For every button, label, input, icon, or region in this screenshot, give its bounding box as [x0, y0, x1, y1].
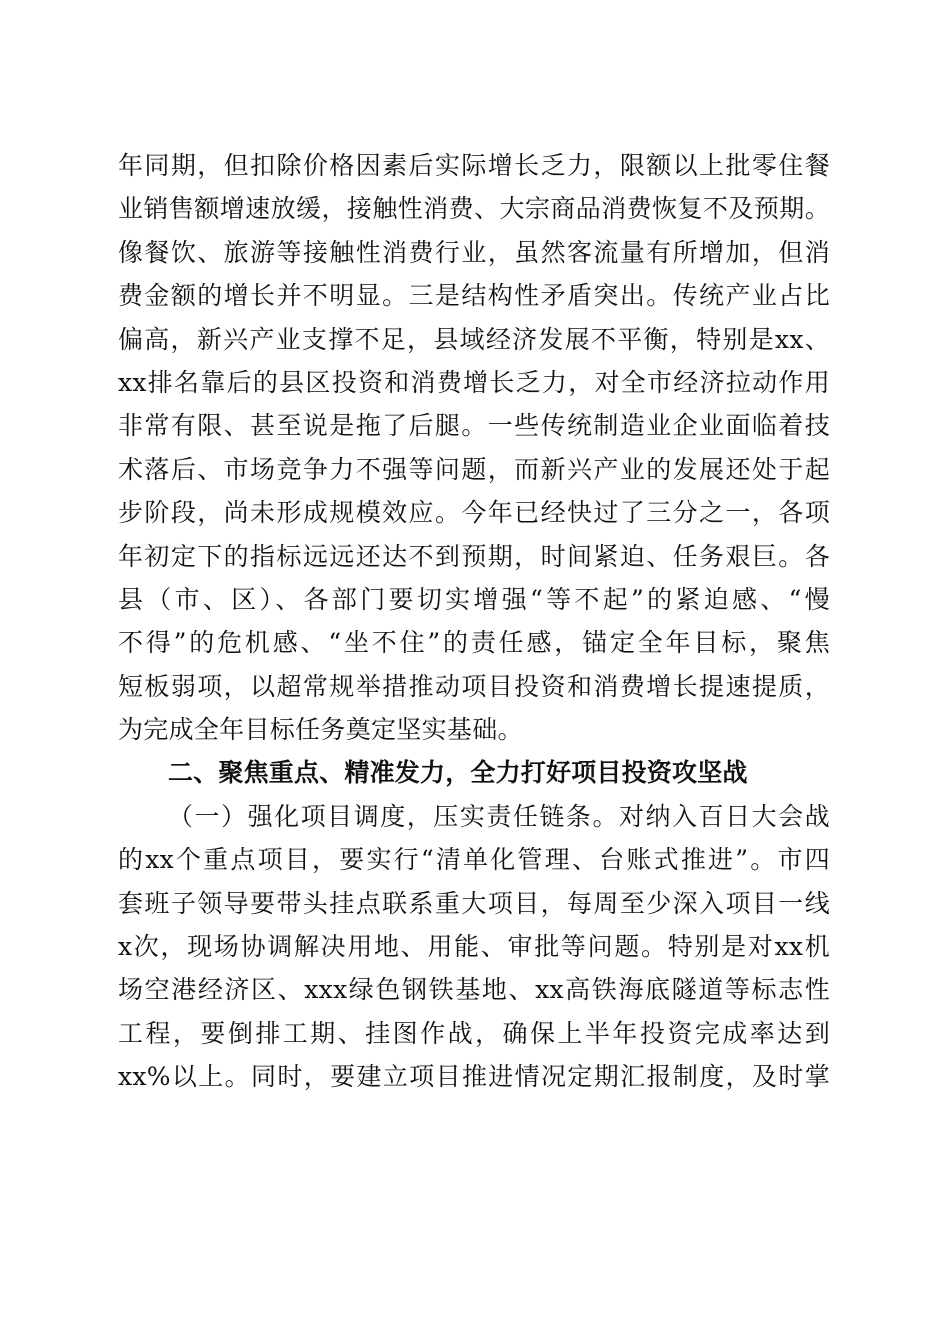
paragraph-end-line: 为完成全年目标任务奠定坚实基础。 [118, 715, 523, 745]
text-line: 短板弱项，以超常规举措推动项目投资和消费增长提速提质， [118, 671, 830, 701]
text-line: xx排名靠后的县区投资和消费增长乏力，对全市经济拉动作用 [118, 367, 830, 397]
text-line: 工程，要倒排工期、挂图作战，确保上半年投资完成率达到 [118, 1018, 830, 1048]
text-line: 费金额的增长并不明显。三是结构性矛盾突出。传统产业占比 [118, 281, 830, 311]
section-heading: 二、聚焦重点、精准发力，全力打好项目投资攻坚战 [168, 758, 748, 788]
text-line: 业销售额增速放缓，接触性消费、大宗商品消费恢复不及预期。 [118, 194, 830, 224]
text-line: xx%以上。同时，要建立项目推进情况定期汇报制度，及时掌 [118, 1062, 830, 1092]
body-text [118, 144, 830, 1099]
text-line: 像餐饮、旅游等接触性消费行业，虽然客流量有所增加，但消 [118, 237, 830, 267]
text-line: 的xx个重点项目，要实行“清单化管理、台账式推进”。市四 [118, 845, 830, 875]
text-line: 年初定下的指标远远还达不到预期，时间紧迫、任务艰巨。各 [118, 541, 830, 571]
subsection-first-line: （一）强化项目调度，压实责任链条。对纳入百日大会战 [168, 801, 830, 831]
text-line: 术落后、市场竞争力不强等问题，而新兴产业的发展还处于起 [118, 454, 830, 484]
text-line: 步阶段，尚未形成规模效应。今年已经快过了三分之一，各项 [118, 498, 830, 528]
text-line: 套班子领导要带头挂点联系重大项目，每周至少深入项目一线 [118, 888, 830, 918]
text-line: 年同期，但扣除价格因素后实际增长乏力，限额以上批零住餐 [118, 151, 830, 180]
text-line: 偏高，新兴产业支撑不足，县域经济发展不平衡，特别是xx、 [118, 324, 830, 354]
text-line: 县（市、区）、各部门要切实增强“等不起”的紧迫感、“慢 [118, 584, 830, 614]
text-line: 非常有限、甚至说是拖了后腿。一些传统制造业企业面临着技 [118, 411, 830, 441]
text-line: x次，现场协调解决用地、用能、审批等问题。特别是对xx机 [118, 932, 830, 962]
text-line: 场空港经济区、xxx绿色钢铁基地、xx高铁海底隧道等标志性 [118, 975, 830, 1005]
text-line: 不得”的危机感、“坐不住”的责任感，锚定全年目标，聚焦 [118, 628, 830, 658]
